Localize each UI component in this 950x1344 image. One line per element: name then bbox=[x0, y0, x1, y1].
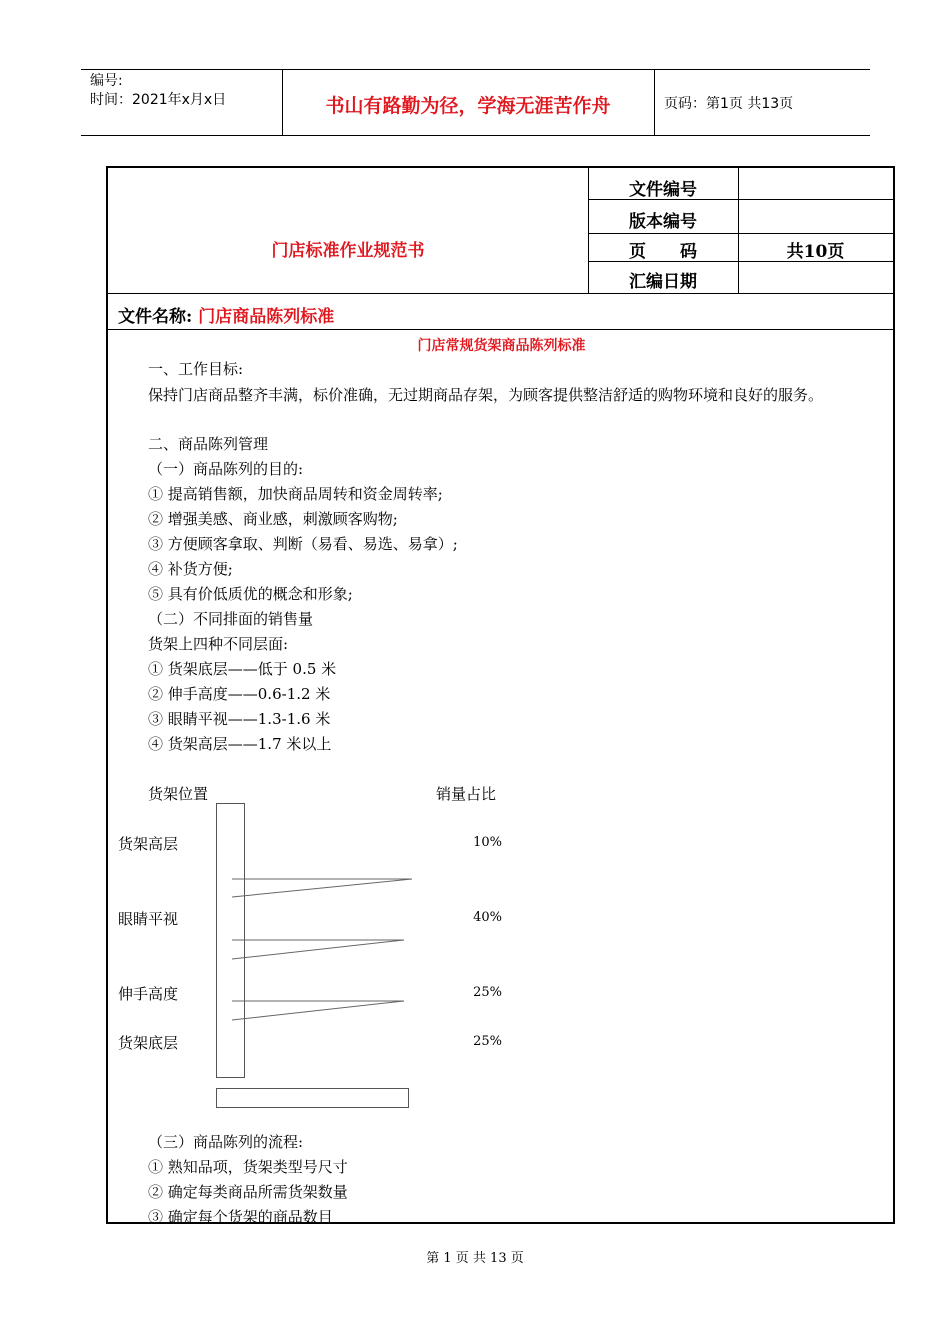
number-label: 编号: bbox=[90, 73, 123, 89]
shelf-base bbox=[217, 1089, 409, 1108]
shelf-level-label: 眼睛平视 bbox=[118, 910, 179, 928]
file-name-value: 门店商品陈列标准 bbox=[198, 307, 335, 327]
purpose-item: ① 提高销售额，加快商品周转和资金周转率; bbox=[148, 485, 443, 503]
shelf-board bbox=[232, 879, 412, 897]
shelf-board bbox=[232, 1001, 404, 1020]
meta-label-pages: 页 码 bbox=[629, 242, 697, 262]
level-item: ① 货架底层——低于 0.5 米 bbox=[148, 660, 337, 678]
purpose-item: ② 增强美感、商业感，刺激顾客购物; bbox=[148, 510, 398, 528]
meta-label-file-number: 文件编号 bbox=[629, 180, 697, 200]
flow-item: ① 熟知品项，货架类型号尺寸 bbox=[148, 1158, 348, 1176]
level-item: ④ 货架高层——1.7 米以上 bbox=[148, 735, 332, 753]
purpose-heading: （一）商品陈列的目的: bbox=[148, 460, 304, 478]
flow-item: ③ 确定每个货架的商品数目 bbox=[148, 1208, 333, 1226]
header-motto: 书山有路勤为径，学海无涯苦作舟 bbox=[325, 95, 611, 117]
flow-item: ② 确定每类商品所需货架数量 bbox=[148, 1183, 348, 1201]
meta-label-version: 版本编号 bbox=[629, 212, 697, 232]
levels-intro: 货架上四种不同层面: bbox=[148, 635, 289, 653]
file-name-label: 文件名称: bbox=[118, 307, 193, 327]
flow-heading: （三）商品陈列的流程: bbox=[148, 1133, 304, 1151]
time-label: 时间：2021年x月x日 bbox=[90, 92, 227, 108]
purpose-item: ⑤ 具有价低质优的概念和形象; bbox=[148, 585, 353, 603]
level-item: ② 伸手高度——0.6-1.2 米 bbox=[148, 685, 331, 703]
page-footer: 第 1 页 共 13 页 bbox=[426, 1251, 524, 1266]
header-page-info: 页码：第1页 共13页 bbox=[664, 96, 794, 112]
mgmt-heading: 二、商品陈列管理 bbox=[148, 435, 269, 453]
section-title: 门店常规货架商品陈列标准 bbox=[417, 338, 586, 354]
shelf-level-label: 货架底层 bbox=[118, 1034, 179, 1052]
diagram-col-position: 货架位置 bbox=[148, 785, 209, 803]
shelf-level-ratio: 25% bbox=[473, 985, 502, 1000]
meta-label-compile-date: 汇编日期 bbox=[629, 272, 697, 292]
document-title: 门店标准作业规范书 bbox=[271, 241, 425, 261]
shelf-level-label: 伸手高度 bbox=[118, 985, 179, 1003]
shelf-board bbox=[232, 940, 404, 959]
shelf-level-label: 货架高层 bbox=[118, 835, 179, 853]
level-item: ③ 眼睛平视——1.3-1.6 米 bbox=[148, 710, 331, 728]
shelf-level-ratio: 40% bbox=[473, 910, 502, 925]
meta-value-pages: 共10页 bbox=[786, 242, 845, 262]
shelf-level-ratio: 10% bbox=[473, 835, 502, 850]
sales-heading: （二）不同排面的销售量 bbox=[148, 610, 314, 628]
diagram-col-ratio: 销量占比 bbox=[436, 785, 497, 803]
purpose-item: ④ 补货方便; bbox=[148, 560, 233, 578]
goal-text: 保持门店商品整齐丰满，标价准确，无过期商品存架，为顾客提供整洁舒适的购物环境和良好的服务。 bbox=[148, 386, 824, 404]
goal-heading: 一、工作目标: bbox=[148, 360, 244, 378]
purpose-item: ③ 方便顾客拿取、判断（易看、易选、易拿）; bbox=[148, 535, 458, 553]
shelf-level-ratio: 25% bbox=[473, 1034, 502, 1049]
